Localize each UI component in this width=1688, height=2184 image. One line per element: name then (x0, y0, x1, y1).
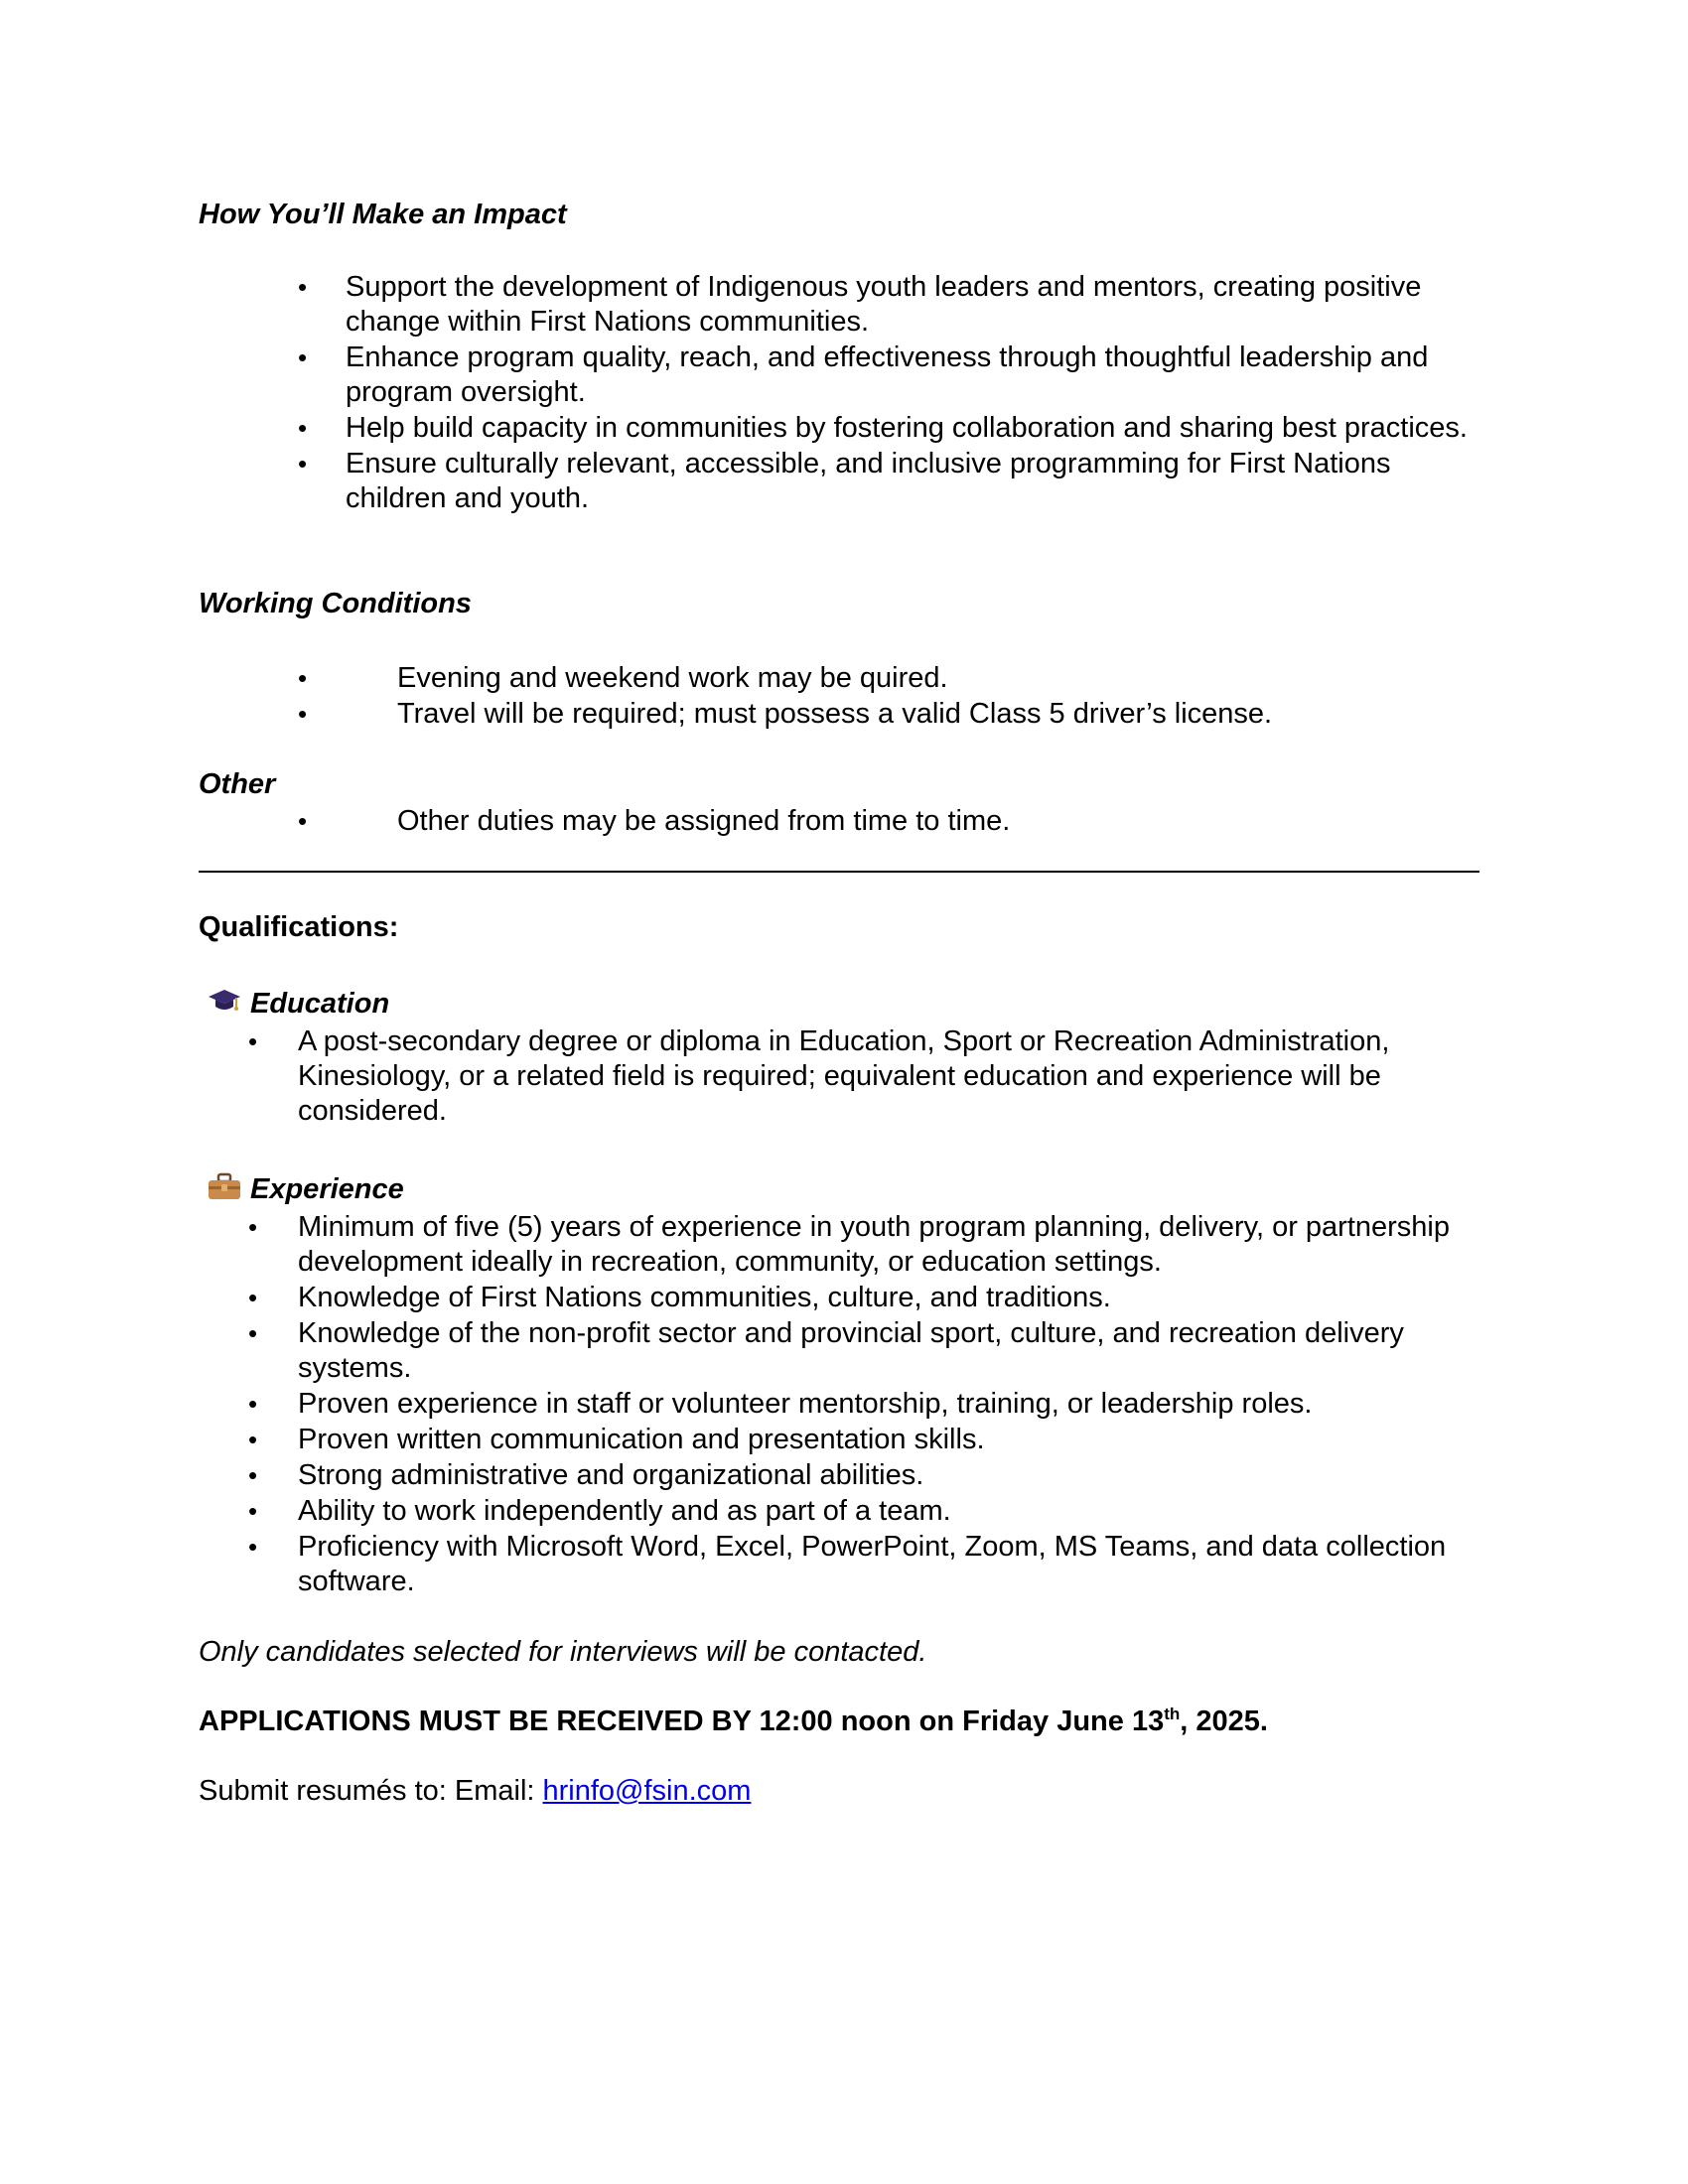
experience-heading: Experience (207, 1171, 404, 1210)
impact-list (298, 270, 1479, 517)
briefcase-icon (207, 1171, 242, 1210)
education-list (248, 1024, 1479, 1130)
list-item: • Proven written communication and presentation skills. (248, 1424, 985, 1455)
list-item: • Enhance program quality, reach, and effectiveness through thoughtful leadership and program oversight. (298, 341, 1429, 408)
email-link[interactable]: hrinfo@fsin.com (542, 1775, 752, 1807)
list-item: • Support the development of Indigenous youth leaders and mentors, creating positive change within First Nations communities. (298, 271, 1422, 338)
working-conditions-list (298, 661, 1479, 733)
list-item: • Help build capacity in communities by fostering collaboration and sharing best practices. (298, 412, 1468, 444)
list-item: • Travel will be required; must possess a valid Class 5 driver’s license. (298, 698, 1273, 730)
list-item: • Proficiency with Microsoft Word, Excel, PowerPoint, Zoom, MS Teams, and data collection software. (248, 1531, 1447, 1597)
working-conditions-heading: Working Conditions (199, 588, 472, 619)
list-item: • Ensure culturally relevant, accessible, and inclusive programming for First Nations children and youth. (298, 448, 1391, 514)
graduation-cap-icon (207, 986, 242, 1024)
list-item: • Knowledge of First Nations communities, culture, and traditions. (248, 1282, 1111, 1313)
education-heading: Education (207, 986, 389, 1024)
list-item: • Evening and weekend work may be quired. (298, 662, 948, 694)
impact-heading: How You’ll Make an Impact (199, 199, 567, 230)
interview-notice: Only candidates selected for interviews will be contacted. (199, 1636, 927, 1668)
experience-list (248, 1210, 1479, 1600)
list-item: • Minimum of five (5) years of experience in youth program planning, delivery, or partnership development ideally in recreation, community, or education settings. (248, 1211, 1450, 1278)
list-item: • Proven experience in staff or volunteer mentorship, training, or leadership roles. (248, 1388, 1313, 1420)
section-divider (199, 871, 1479, 873)
other-heading: Other (199, 768, 276, 800)
list-item: • Other duties may be assigned from time to time. (298, 805, 1011, 837)
application-deadline: APPLICATIONS MUST BE RECEIVED BY 12:00 noon on Friday June 13th, 2025. (199, 1705, 1268, 1737)
qualifications-heading: Qualifications: (199, 911, 399, 943)
list-item: • A post-secondary degree or diploma in Education, Sport or Recreation Administration, Kinesiology, or a related field is required; equivalent education and experience will be considered. (248, 1025, 1390, 1127)
list-item: • Ability to work independently and as part of a team. (248, 1495, 951, 1527)
list-item: • Knowledge of the non-profit sector and provincial sport, culture, and recreation delivery systems. (248, 1317, 1404, 1384)
list-item: • Strong administrative and organizational abilities. (248, 1459, 924, 1491)
other-list (298, 804, 1479, 840)
submit-line: Submit resumés to: Email: hrinfo@fsin.com (199, 1775, 752, 1807)
